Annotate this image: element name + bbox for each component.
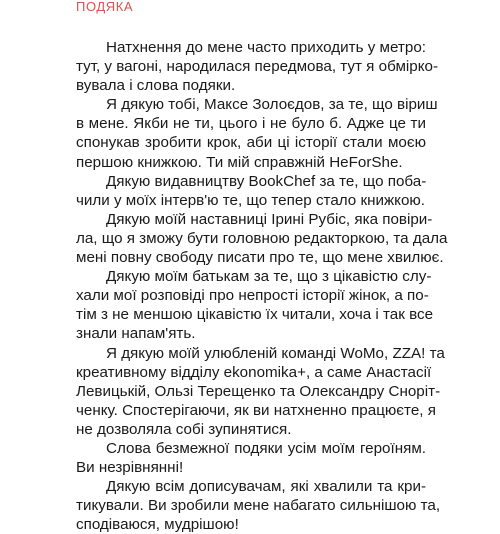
paragraph: [76, 38, 439, 95]
paragraph-line: хали мої розповіді про непрості історії жінок, а по-: [76, 287, 429, 305]
paragraph-line: тут, у вагоні, народилася передмова, тут я обмірко-: [76, 58, 439, 76]
paragraph-line: мені повну свободу писати про те, що мене хвилює.: [76, 249, 444, 267]
paragraph-line: Левицькій, Ользі Терещенко та Олександру Сноріт-: [76, 382, 441, 400]
paragraph-line: креативному відділу еkonomika+, а саме Анастасії: [76, 363, 432, 381]
paragraph-line: Дякую моїм батькам за те, що з цікавістю слу-: [106, 268, 432, 286]
paragraph-line: Натхнення до мене часто приходить у метро:: [106, 39, 426, 56]
running-head: ПОДЯКА: [76, 0, 134, 14]
paragraph-line: ченку. Спостерігаючи, як ви натхненно працюєте, я: [76, 401, 436, 419]
paragraph: [76, 172, 426, 210]
paragraph: [76, 95, 438, 171]
paragraph-line: чили у моїх інтерв'ю те, що тепер стало книжкою.: [76, 191, 426, 209]
paragraph-line: вувала і слова подяки.: [76, 77, 236, 95]
paragraph-line: тім з не меншою цікавістю їх читали, хоча і так все: [76, 306, 434, 324]
paragraph: [76, 344, 445, 439]
paragraph-line: знали напам'ять.: [76, 325, 196, 343]
paragraph-line: Дякую всім дописувачам, які хвалили та кри-: [106, 478, 426, 496]
paragraph-line: Ви незрівнянні!: [76, 459, 184, 477]
paragraph: [76, 477, 441, 534]
paragraph: [76, 210, 448, 267]
paragraph-line: спонукав зробити крок, аби ці історії стали моєю: [76, 134, 426, 152]
paragraph-line: першою книжкою. Ти мій справжній HeForShe.: [76, 153, 403, 171]
paragraph-line: Я дякую тобі, Максе Золоєдов, за те, що віриш: [106, 96, 438, 114]
paragraph-line: Я дякую моїй улюбленій команді WoMo, ZZA! та: [106, 344, 445, 362]
paragraph-line: Дякую моїй наставниці Ірині Рубіс, яка повіри-: [106, 210, 433, 228]
paragraph-line: Дякую видавництву BookChef за те, що поба-: [106, 172, 427, 190]
paragraph-line: Слова безмежної подяки усім моїм героїням.: [106, 439, 426, 457]
paragraph-line: тикували. Ви зробили мене набагато сильнішою та,: [76, 497, 441, 515]
paragraph-line: в мене. Якби не ти, цього і не було б. Адже це ти: [76, 115, 426, 133]
page-body-text: [76, 38, 448, 534]
paragraph-line: ла, що я зможу бути головною редакторкою, та дала: [76, 229, 448, 247]
paragraph-line: не дозволяла собі зупинятися.: [76, 420, 292, 438]
paragraph: [76, 439, 426, 477]
paragraph: [76, 267, 434, 343]
paragraph-line: сподіваюся, мудрішою!: [76, 516, 239, 534]
